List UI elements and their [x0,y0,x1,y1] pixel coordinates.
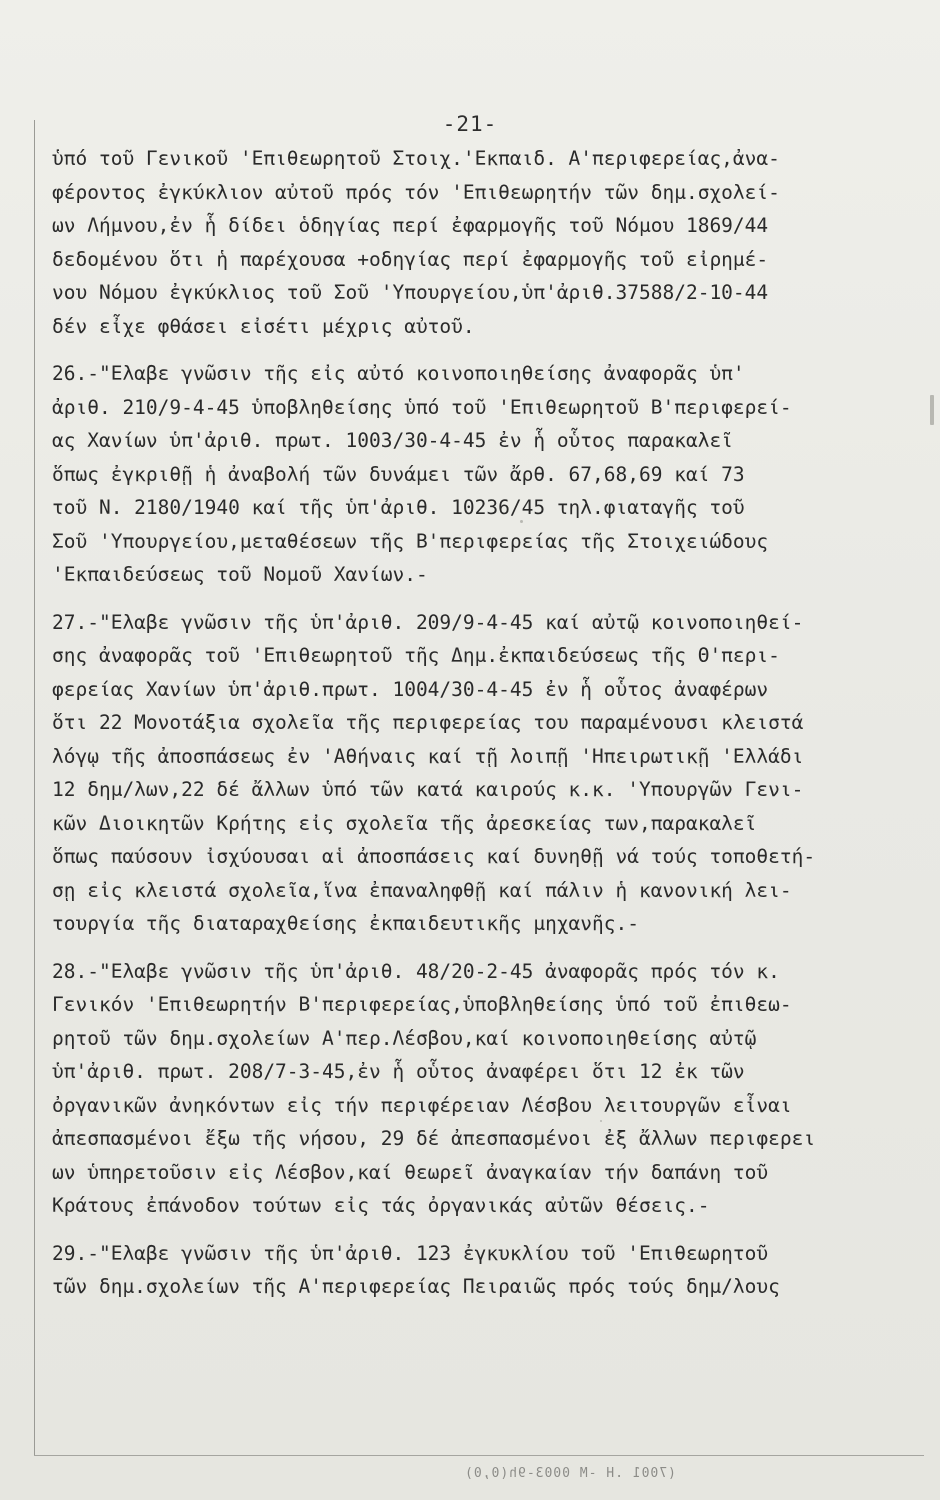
text-line: 28.-"Ελαβε γνῶσιν τῆς ὑπ'ἀριθ. 48/20-2-45 ἀναφορᾶς πρός τόν κ. [52,959,780,983]
text-line: φερείας Χανίων ὑπ'ἀριθ.πρωτ. 1004/30-4-45 ἐν ἧ οὗτος ἀναφέρων [52,677,769,701]
text-line: νου Νόμου ἐγκύκλιος τοῦ Σοῦ 'Υπουργείου,ὑπ'ἀριθ.37588/2-10-44 [52,281,769,304]
text-line: ρητοῦ τῶν δημ.σχολείων Α'περ.Λέσβου,καί κοινοποιηθείσης αὐτῷ [52,1026,757,1050]
text-line: ων Λήμνου,ἐν ἧ δίδει ὁδηγίας περί ἐφαρμογῆς τοῦ Νόμου 1869/44 [52,214,769,237]
paragraph-29 [52,1237,912,1304]
text-line: ὅπως παύσουν ἰσχύουσαι αἱ ἀποσπάσεις καί δυνηθῇ νά τούς τοποθετή- [52,845,816,868]
text-line: ὅτι 22 Μονοτάξια σχολεῖα τῆς περιφερείας του παραμένουσι κλειστά [52,711,804,734]
text-line: φέροντος ἐγκύκλιον αὐτοῦ πρός τόν 'Επιθεωρητήν τῶν δημ.σχολεί- [52,180,780,204]
paragraph-gap [52,343,912,357]
text-line: τουργία τῆς διαταραχθείσης ἐκπαιδευτικῆς μηχανῆς.- [52,912,639,935]
text-line: ὑπό τοῦ Γενικοῦ 'Επιθεωρητοῦ Στοιχ.'Εκπαιδ. Α'περιφερείας,ἀνα- [52,147,780,170]
text-line: Σοῦ 'Υπουργείου,μεταθέσεων τῆς Β'περιφερείας τῆς Στοιχειώδους [52,529,769,553]
text-line: 'Εκπαιδεύσεως τοῦ Νομοῦ Χανίων.- [52,563,428,586]
page-number: -21- [442,112,498,136]
text-line: 27.-"Ελαβε γνῶσιν τῆς ὑπ'ἀριθ. 209/9-4-45 καί αὐτῷ κοινοποιηθεί- [52,610,804,634]
text-line: τῶν δημ.σχολείων τῆς Α'περιφερείας Πειραιῶς πρός τούς δημ/λους [52,1275,780,1298]
text-line: 29.-"Ελαβε γνῶσιν τῆς ὑπ'ἀριθ. 123 ἐγκυκλίου τοῦ 'Επιθεωρητοῦ [52,1241,769,1265]
text-line: ἀριθ. 210/9-4-45 ὑποβληθείσης ὑπό τοῦ 'Επιθεωρητοῦ Β'περιφερεί- [52,395,792,419]
text-line: λόγῳ τῆς ἀποσπάσεως ἐν 'Αθήναις καί τῇ λοιπῇ 'Ηπειρωτικῇ 'Ελλάδι [52,744,804,768]
text-line: 26.-"Ελαβε γνῶσιν τῆς εἰς αὐτό κοινοποιηθείσης ἀναφορᾶς ὑπ' [52,362,745,385]
paragraph-gap [52,592,912,606]
text-line: ἀπεσπασμένοι ἔξω τῆς νήσου, 29 δέ ἀπεσπασμένοι ἐξ ἄλλων περιφερει [52,1127,816,1150]
text-line: δεδομένου ὅτι ἡ παρέχουσα +οδηγίας περί ἐφαρμογῆς τοῦ εἰρημέ- [52,247,769,271]
text-line: Γενικόν 'Επιθεωρητήν Β'περιφερείας,ὑποβληθείσης ὑπό τοῦ ἐπιθεω- [52,993,792,1016]
text-line: ὀργανικῶν ἀνηκόντων εἰς τήν περιφέρειαν Λέσβου λειτουργῶν εἶναι [52,1093,792,1117]
paragraph-28 [52,955,912,1223]
text-line: δέν εἶχε φθάσει εἰσέτι μέχρις αὐτοῦ. [52,314,475,338]
text-line: κῶν Διοικητῶν Κρήτης εἰς σχολεῖα τῆς ἀρεσκείας των,παρακαλεῖ [52,811,757,835]
text-line: Κράτους ἐπάνοδον τούτων εἰς τάς ὀργανικάς αὐτῶν θέσεις.- [52,1194,710,1217]
text-line: 12 δημ/λων,22 δέ ἄλλων ὑπό τῶν κατά καιρούς κ.κ. 'Υπουργῶν Γενι- [52,778,804,801]
text-line: τοῦ Ν. 2180/1940 καί τῆς ὑπ'ἀριθ. 10236/45 τηλ.φιαταγῆς τοῦ [52,496,745,519]
paragraph-1 [52,142,912,343]
bottom-rule [34,1455,924,1456]
paragraph-27 [52,606,912,941]
paragraph-gap [52,1223,912,1237]
paragraph-gap [52,941,912,955]
text-line: σῃ εἰς κλειστά σχολεῖα,ἵνα ἐπαναληφθῇ καί πάλιν ἡ κανονική λει- [52,878,792,902]
paper-edge-mark [930,395,934,425]
text-line: ων ὑπηρετοῦσιν εἰς Λέσβον,καί θεωρεῖ ἀναγκαίαν τήν δαπάνη τοῦ [52,1160,769,1184]
text-line: ας Χανίων ὑπ'ἀριθ. πρωτ. 1003/30-4-45 ἐν ἧ οὗτος παρακαλεῖ [52,429,733,452]
left-margin-rule [34,120,35,1455]
text-line: σης ἀναφορᾶς τοῦ 'Επιθεωρητοῦ τῆς Δημ.ἐκπαιδεύσεως τῆς Θ'περι- [52,644,780,667]
document-body [52,142,912,1304]
text-line: ὑπ'ἀριθ. πρωτ. 208/7-3-45,ἐν ἧ οὗτος ἀναφέρει ὅτι 12 ἐκ τῶν [52,1060,745,1083]
print-mark: (7001 .H -M 0003-9h(0,0) [464,1466,676,1481]
paragraph-26 [52,357,912,592]
text-line: ὅπως ἐγκριθῇ ἡ ἀναβολή τῶν δυνάμει τῶν ἄρθ. 67,68,69 καί 73 [52,462,745,486]
